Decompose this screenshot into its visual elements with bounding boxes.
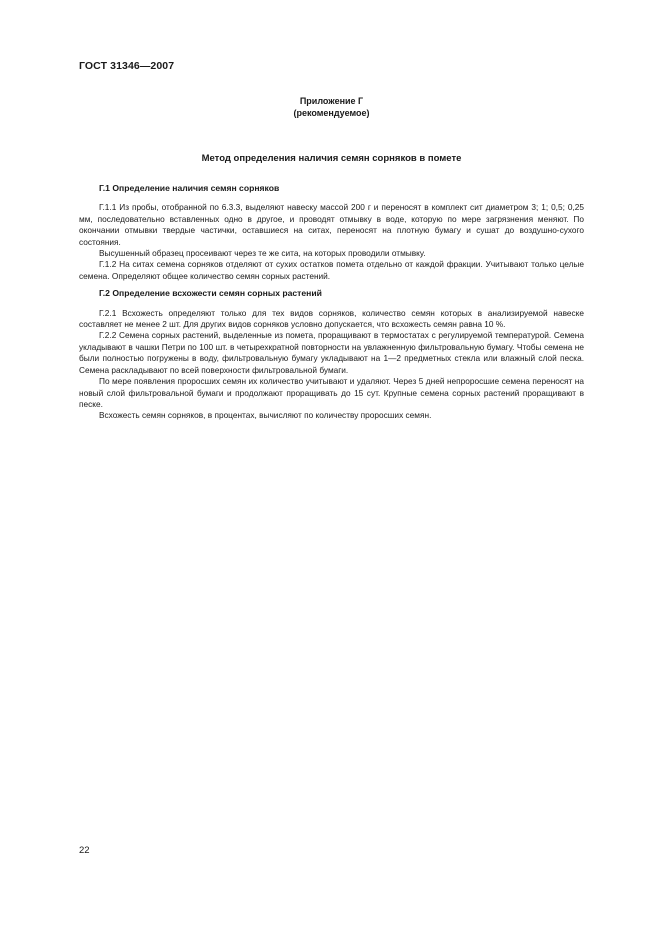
page-number: 22	[79, 845, 90, 856]
paragraph: Высушенный образец просеивают через те же сита, на которых проводили отмывку.	[99, 248, 426, 259]
section-g2	[79, 288, 584, 421]
appendix-title: Приложение Г	[299, 96, 364, 106]
section-heading: Г.2 Определение всхожести семян сорных растений	[99, 288, 322, 299]
paragraph: Г.2.1 Всхожесть определяют только для тех видов сорняков, количество семян которых в анализируемой навеске составляет не менее 2 шт. Для других видов сорняков условно допускается, что всхожесть семян равна 10 %.	[79, 307, 584, 330]
paragraph: Г.2.2 Семена сорных растений, выделенные из помета, проращивают в термостатах с регулируемой температурой. Семена укладывают в чашки Петри по 100 шт. в четырехкратной повторности на увлажненную фильтровальную бумагу. Чтобы семена не были полностью погружены в воду, фильтровальную бумагу укладывают на 1—2 предметных стекла или влажный слой песка. Семена раскладывают по всей поверхности фильтровальной бумаги.	[79, 330, 584, 375]
paragraph: Г.1.1 Из пробы, отобранной по 6.3.3, выделяют навеску массой 200 г и переносят в комплект сит диаметром 3; 1; 0,5; 0,25 мм, последовательно вставленных одно в другое, и проводят отмывку в воде, которую по мере загрязнения меняют. По окончании отмывки твердые частички, оставшиеся на ситах, переносят на плотную бумагу и сушат до воздушно-сухого состояния.	[79, 202, 584, 247]
section-heading: Г.1 Определение наличия семян сорняков	[99, 183, 280, 193]
appendix-caption	[79, 95, 584, 119]
document-header: ГОСТ 31346—2007	[79, 60, 175, 72]
appendix-status: (рекомендуемое)	[293, 108, 370, 118]
section-g1	[79, 183, 584, 282]
paragraph: Всхожесть семян сорняков, в процентах, вычисляют по количеству проросших семян.	[99, 410, 432, 421]
document-body	[79, 183, 584, 422]
paragraph: По мере появления проросших семян их количество учитывают и удаляют. Через 5 дней непроросшие семена переносят на новый слой фильтровальной бумаги и продолжают проращивать до 15 сут. Крупные семена сорных растений проращивают в песке.	[79, 376, 584, 409]
paragraph: Г.1.2 На ситах семена сорняков отделяют от сухих остатков помета отдельно от каждой фракции. Учитывают только целые семена. Определяют общее количество семян сорных растений.	[79, 259, 584, 281]
page-title: Метод определения наличия семян сорняков в помете	[201, 153, 462, 164]
